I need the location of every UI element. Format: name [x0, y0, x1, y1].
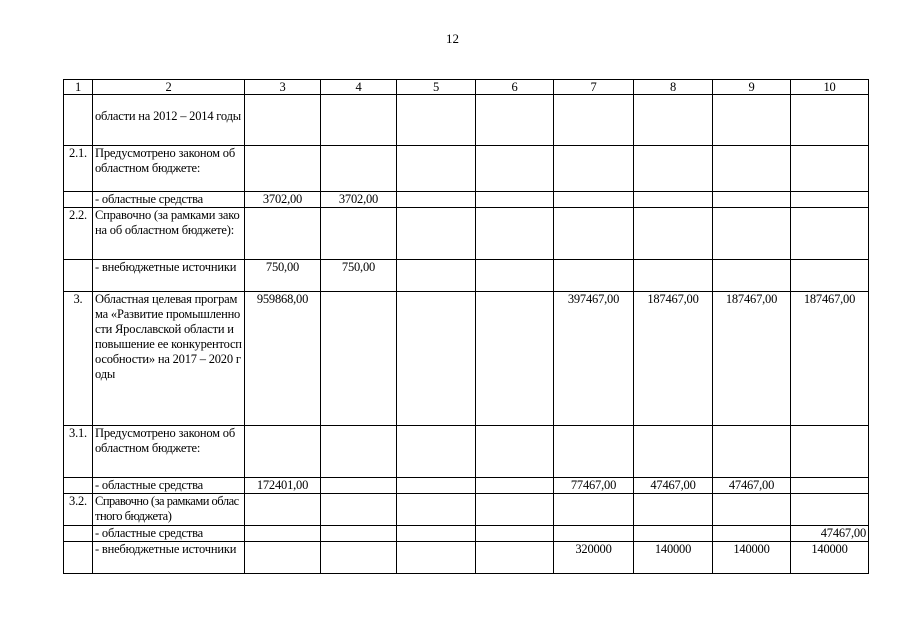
cell-value: 750,00 — [321, 260, 397, 292]
cell-value: 397467,00 — [554, 292, 634, 426]
cell-value — [245, 426, 321, 478]
cell-value — [476, 146, 554, 192]
cell-value — [397, 426, 476, 478]
cell-value: 172401,00 — [245, 478, 321, 494]
cell-value — [321, 426, 397, 478]
cell-value — [791, 494, 869, 526]
cell-value: 187467,00 — [713, 292, 791, 426]
cell-value — [476, 526, 554, 542]
row-number: 3.1. — [64, 426, 93, 478]
cell-value — [321, 542, 397, 574]
row-number: 2.1. — [64, 146, 93, 192]
row-name: - областные средства — [93, 478, 245, 494]
cell-value — [713, 260, 791, 292]
table-row — [64, 95, 869, 146]
cell-value — [476, 208, 554, 260]
row-name: области на 2012 – 2014 годы — [93, 95, 245, 146]
cell-value: 3702,00 — [245, 192, 321, 208]
cell-value: 959868,00 — [245, 292, 321, 426]
cell-value — [791, 426, 869, 478]
column-header: 4 — [321, 80, 397, 95]
cell-value — [634, 426, 713, 478]
cell-value — [476, 260, 554, 292]
cell-value — [397, 526, 476, 542]
column-header: 10 — [791, 80, 869, 95]
cell-value — [476, 542, 554, 574]
cell-value — [476, 478, 554, 494]
cell-value — [245, 542, 321, 574]
cell-value — [397, 208, 476, 260]
row-name: - внебюджетные источники — [93, 260, 245, 292]
cell-value — [321, 146, 397, 192]
column-header: 8 — [634, 80, 713, 95]
table-row — [64, 526, 869, 542]
cell-value: 47467,00 — [634, 478, 713, 494]
row-name: - внебюджетные источники — [93, 542, 245, 574]
row-name: Предусмотрено законом об областном бюджете: — [93, 146, 245, 192]
cell-value — [791, 260, 869, 292]
cell-value: 47467,00 — [713, 478, 791, 494]
cell-value — [321, 478, 397, 494]
cell-value — [397, 95, 476, 146]
row-number: 2.2. — [64, 208, 93, 260]
cell-value — [245, 494, 321, 526]
page-number: 12 — [446, 31, 459, 46]
cell-value — [554, 526, 634, 542]
cell-value — [791, 478, 869, 494]
column-header: 3 — [245, 80, 321, 95]
table-row — [64, 494, 869, 526]
cell-value — [476, 494, 554, 526]
cell-value — [397, 494, 476, 526]
row-number — [64, 542, 93, 574]
cell-value — [554, 426, 634, 478]
cell-value — [634, 494, 713, 526]
cell-value — [791, 192, 869, 208]
table-row — [64, 260, 869, 292]
table-row — [64, 208, 869, 260]
column-header: 9 — [713, 80, 791, 95]
cell-value: 320000 — [554, 542, 634, 574]
cell-value — [321, 292, 397, 426]
cell-value — [321, 526, 397, 542]
row-number — [64, 478, 93, 494]
cell-value: 140000 — [713, 542, 791, 574]
cell-value — [713, 146, 791, 192]
cell-value — [245, 526, 321, 542]
cell-value — [397, 478, 476, 494]
cell-value — [476, 192, 554, 208]
cell-value — [791, 95, 869, 146]
row-number — [64, 192, 93, 208]
cell-value — [554, 260, 634, 292]
cell-value — [713, 192, 791, 208]
table-row — [64, 292, 869, 426]
cell-value — [245, 95, 321, 146]
row-number — [64, 526, 93, 542]
cell-value — [634, 260, 713, 292]
table-row — [64, 146, 869, 192]
row-name: - областные средства — [93, 192, 245, 208]
cell-value — [245, 146, 321, 192]
row-number — [64, 260, 93, 292]
row-number — [64, 95, 93, 146]
row-name: Справочно (за рамками закона об областном бюджете): — [93, 208, 245, 260]
cell-value — [397, 260, 476, 292]
cell-value — [713, 494, 791, 526]
cell-value — [321, 95, 397, 146]
cell-value: 77467,00 — [554, 478, 634, 494]
column-header: 7 — [554, 80, 634, 95]
cell-value — [476, 95, 554, 146]
row-name: Справочно (за рамками областного бюджета) — [93, 494, 245, 526]
cell-value — [554, 494, 634, 526]
cell-value: 47467,00 — [791, 526, 869, 542]
cell-value — [713, 208, 791, 260]
cell-value — [554, 192, 634, 208]
cell-value — [634, 192, 713, 208]
cell-value — [476, 426, 554, 478]
cell-value — [713, 526, 791, 542]
column-header: 1 — [64, 80, 93, 95]
table-row — [64, 542, 869, 574]
cell-value — [476, 292, 554, 426]
cell-value — [713, 95, 791, 146]
cell-value: 750,00 — [245, 260, 321, 292]
column-header: 2 — [93, 80, 245, 95]
cell-value — [634, 146, 713, 192]
cell-value: 187467,00 — [791, 292, 869, 426]
column-header: 6 — [476, 80, 554, 95]
cell-value — [397, 292, 476, 426]
cell-value — [791, 208, 869, 260]
cell-value — [321, 494, 397, 526]
cell-value — [245, 208, 321, 260]
cell-value — [791, 146, 869, 192]
column-header: 5 — [397, 80, 476, 95]
cell-value: 140000 — [791, 542, 869, 574]
cell-value — [554, 146, 634, 192]
cell-value — [634, 208, 713, 260]
row-name: Предусмотрено законом об областном бюджете: — [93, 426, 245, 478]
cell-value: 3702,00 — [321, 192, 397, 208]
budget-table — [63, 79, 869, 574]
cell-value — [397, 146, 476, 192]
row-number: 3. — [64, 292, 93, 426]
table-header-row — [64, 80, 869, 95]
cell-value: 140000 — [634, 542, 713, 574]
cell-value — [554, 208, 634, 260]
row-number: 3.2. — [64, 494, 93, 526]
table-row — [64, 426, 869, 478]
cell-value — [397, 542, 476, 574]
cell-value: 187467,00 — [634, 292, 713, 426]
cell-value — [634, 95, 713, 146]
cell-value — [321, 208, 397, 260]
cell-value — [554, 95, 634, 146]
table-row — [64, 192, 869, 208]
cell-value — [713, 426, 791, 478]
cell-value — [634, 526, 713, 542]
row-name: Областная целевая программа «Развитие промышленности Ярославской области и повышение ее конкурентоспособности» на 2017 – 2020 годы — [93, 292, 245, 426]
table-row — [64, 478, 869, 494]
cell-value — [397, 192, 476, 208]
row-name: - областные средства — [93, 526, 245, 542]
